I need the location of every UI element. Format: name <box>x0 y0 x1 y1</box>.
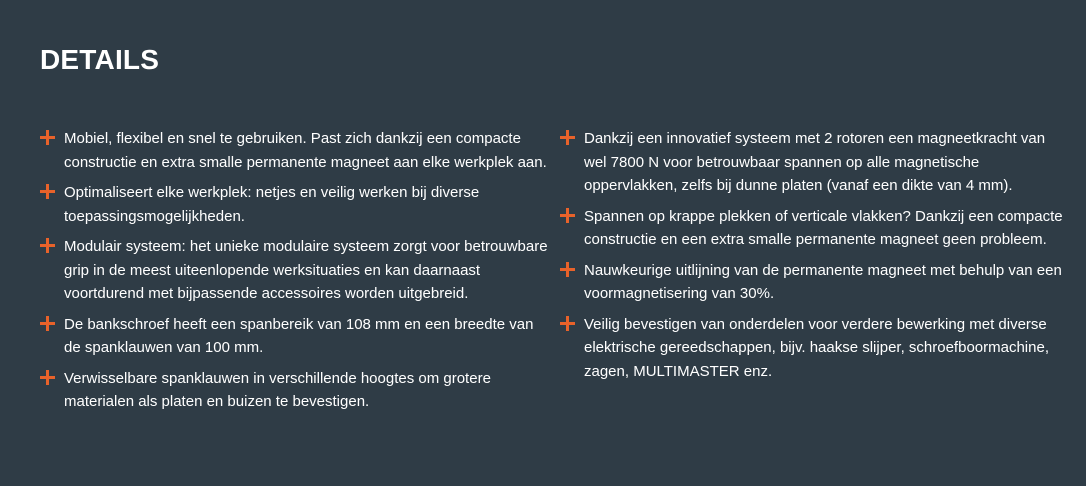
list-item <box>40 313 550 360</box>
list-item-text: Verwisselbare spanklauwen in verschillende hoogtes om grotere materialen als platen en buizen te bevestigen. <box>64 369 491 410</box>
list-item <box>560 313 1066 384</box>
details-list-right <box>560 127 1066 390</box>
plus-icon <box>560 262 575 277</box>
list-item-text: Optimaliseert elke werkplek: netjes en veilig werken bij diverse toepassingsmogelijkheden. <box>64 184 480 225</box>
list-item <box>40 235 550 306</box>
plus-icon <box>40 316 55 331</box>
list-item <box>40 127 550 174</box>
list-item-text: De bankschroef heeft een spanbereik van 108 mm en een breedte van de spanklauwen van 100 mm. <box>64 315 534 356</box>
plus-icon <box>560 316 575 331</box>
plus-icon <box>560 130 575 145</box>
list-item-text: Spannen op krappe plekken of verticale vlakken? Dankzij een compacte constructie en een extra smalle permanente magneet geen probleem. <box>584 207 1063 248</box>
plus-icon <box>40 130 55 145</box>
list-item-text: Veilig bevestigen van onderdelen voor verdere bewerking met diverse elektrische gereedschappen, bijv. haakse slijper, schroefboormachine, zagen, MULTIMASTER enz. <box>584 315 1049 380</box>
list-item <box>560 127 1066 198</box>
list-item <box>40 367 550 414</box>
list-item-text: Nauwkeurige uitlijning van de permanente magneet met behulp van een voormagnetisering van 30%. <box>584 261 1062 302</box>
list-item <box>40 181 550 228</box>
list-item <box>560 259 1066 306</box>
plus-icon <box>40 370 55 385</box>
list-item <box>560 205 1066 252</box>
plus-icon <box>40 184 55 199</box>
plus-icon <box>40 238 55 253</box>
plus-icon <box>560 208 575 223</box>
details-list-left <box>40 127 550 421</box>
list-item-text: Dankzij een innovatief systeem met 2 rotoren een magneetkracht van wel 7800 N voor betrouwbaar spannen op alle magnetische oppervlakken, zelfs bij dunne platen (vanaf een dikte van 4 mm). <box>584 130 1046 194</box>
section-title: DETAILS <box>40 44 160 75</box>
list-item-text: Modulair systeem: het unieke modulaire systeem zorgt voor betrouwbare grip in de meest uiteenlopende werksituaties en kan daarnaast voortdurend met bijpassende accessoires worden uitgebreid. <box>64 238 548 302</box>
list-item-text: Mobiel, flexibel en snel te gebruiken. Past zich dankzij een compacte constructie en extra smalle permanente magneet aan elke werkplek aan. <box>64 130 547 171</box>
